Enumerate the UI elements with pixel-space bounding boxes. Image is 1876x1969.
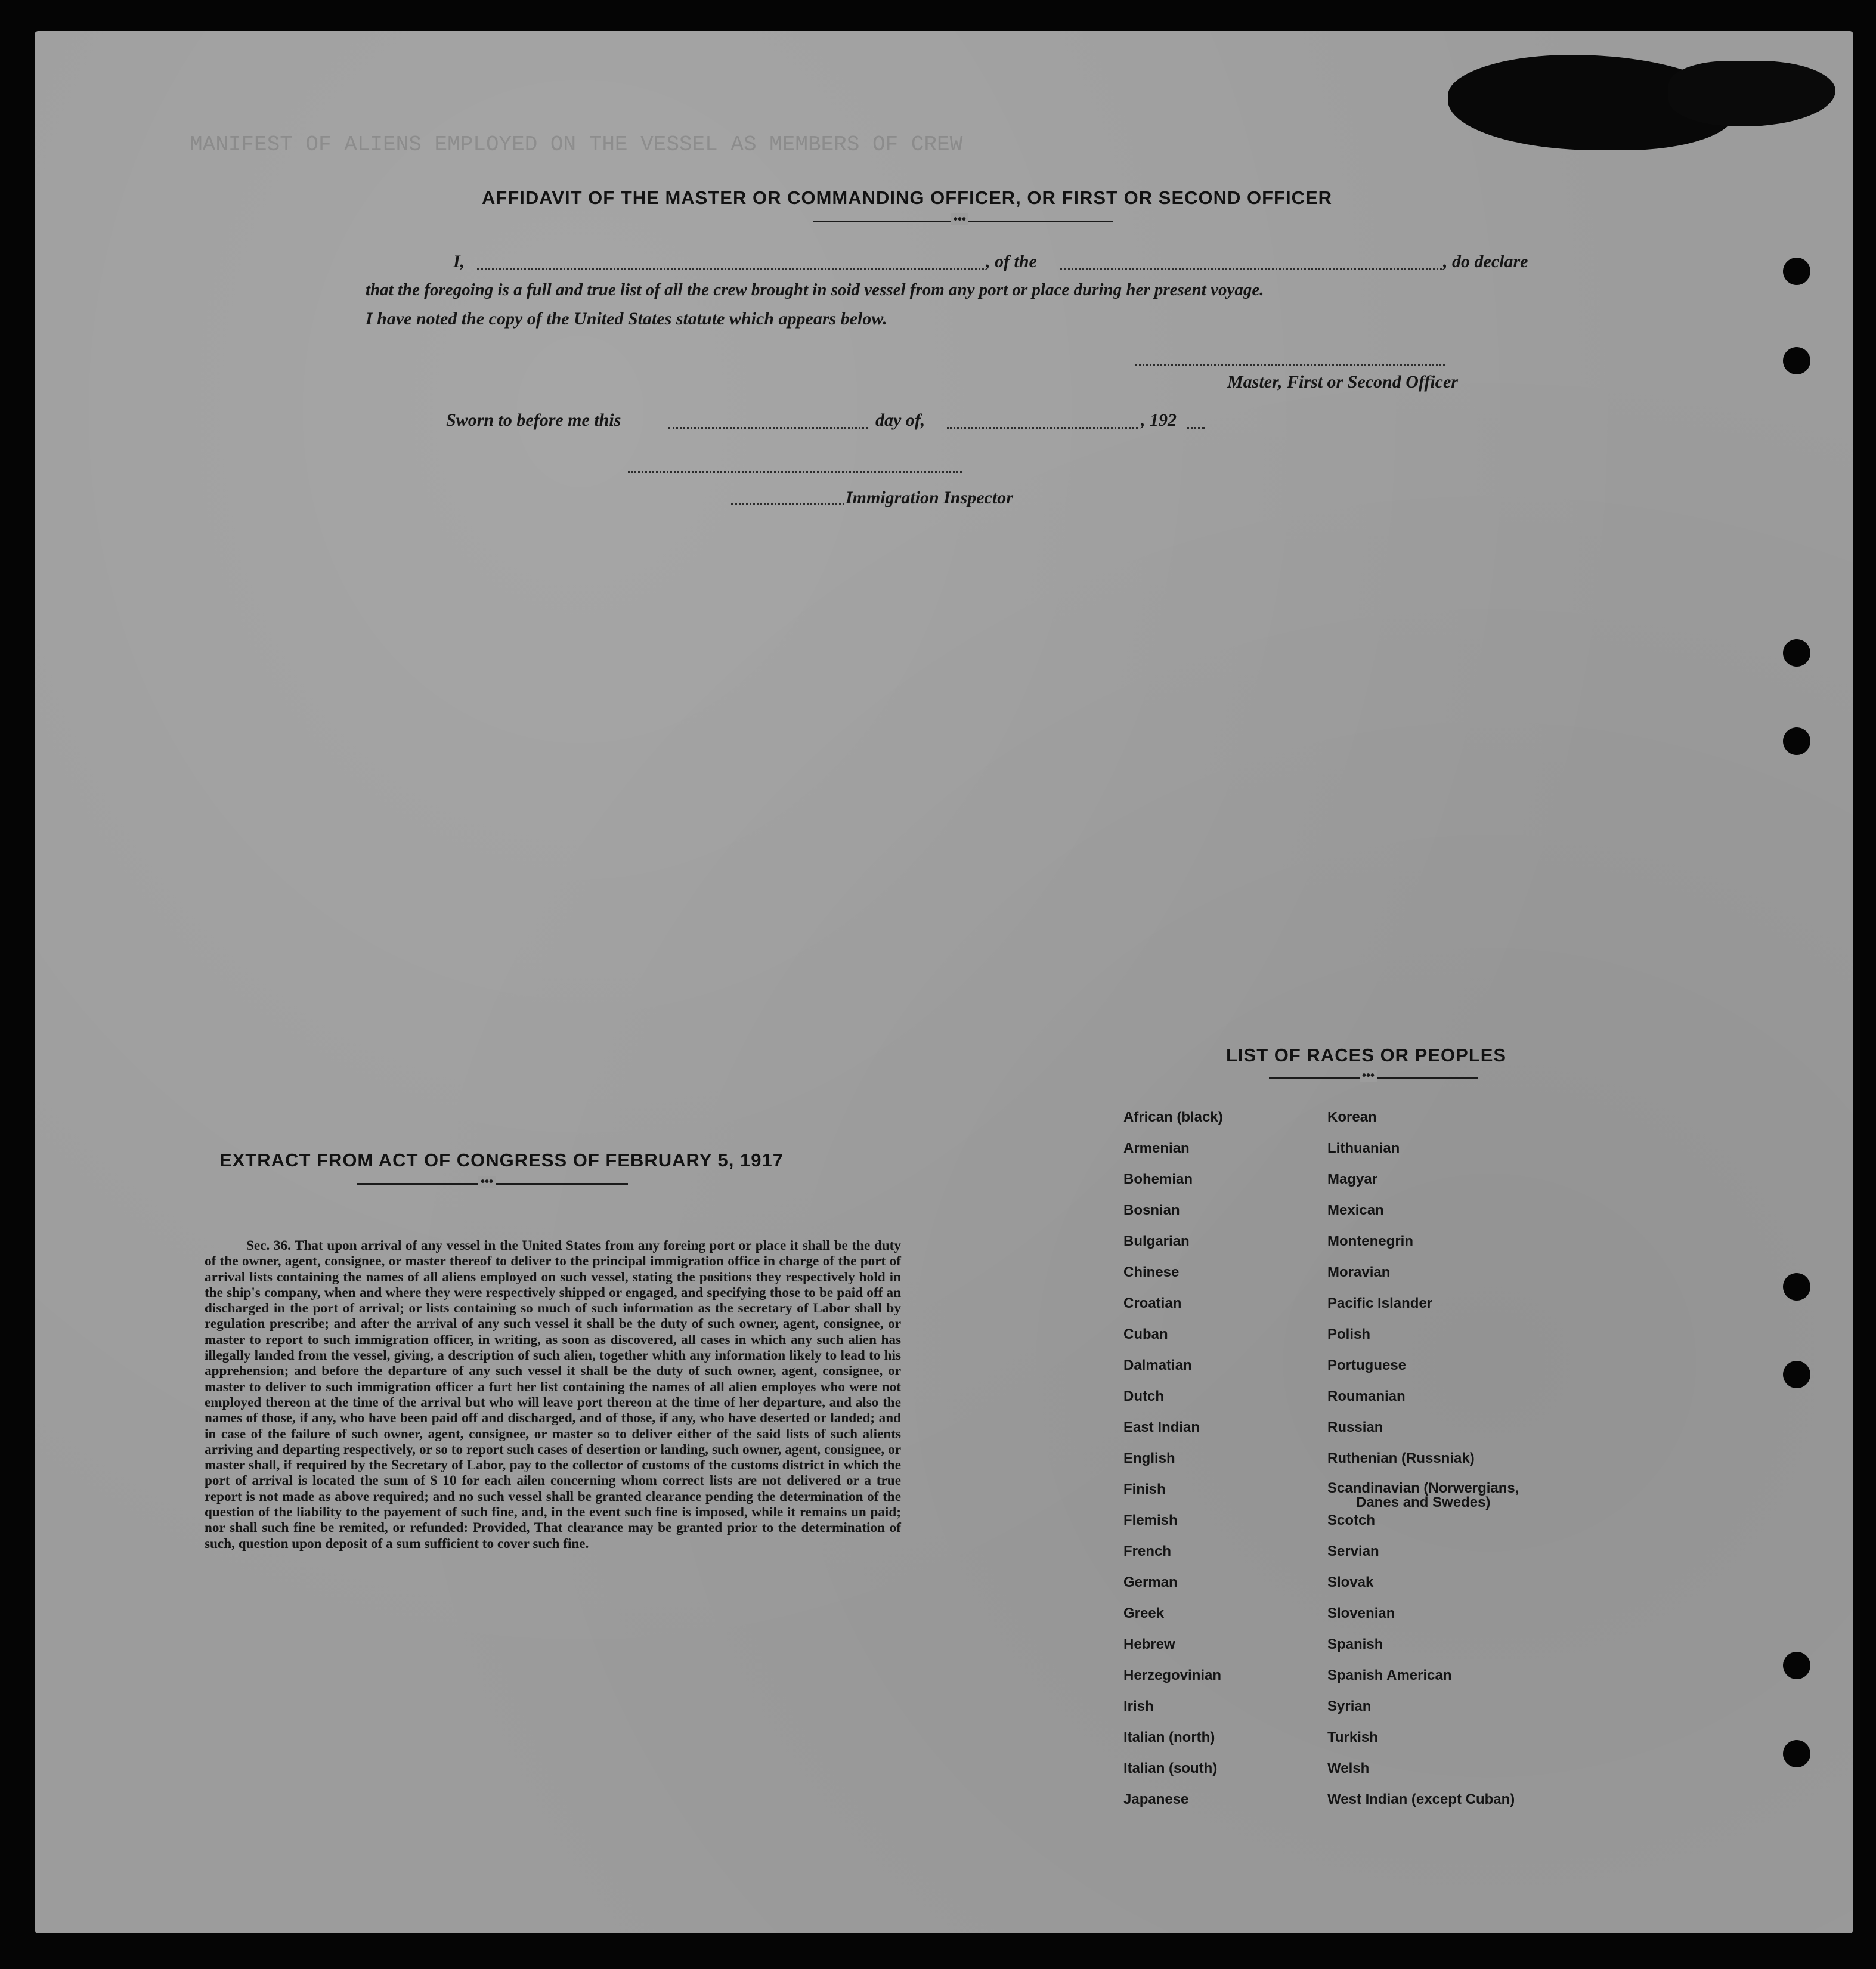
signature-blank (1135, 364, 1445, 366)
race-right: Ruthenian (Russniak) (1327, 1450, 1475, 1466)
race-left: Cuban (1123, 1326, 1168, 1342)
vessel-blank (1060, 268, 1442, 270)
inspector-prefix-blank (731, 503, 844, 505)
race-left: Italian (north) (1123, 1729, 1215, 1745)
sworn-day-of: day of, (875, 410, 925, 430)
race-left: Bosnian (1123, 1202, 1180, 1218)
extract-rule-ornament: ••• (478, 1176, 496, 1188)
race-left: Italian (south) (1123, 1760, 1218, 1776)
race-left: Chinese (1123, 1264, 1180, 1280)
name-blank (477, 268, 984, 270)
race-left: German (1123, 1574, 1178, 1590)
document-page (35, 31, 1853, 1933)
race-left: Finish (1123, 1481, 1166, 1497)
race-right: Lithuanian (1327, 1140, 1400, 1156)
affidavit-of-the: , of the (986, 252, 1037, 271)
races-title: LIST OF RACES OR PEOPLES (1226, 1045, 1507, 1066)
race-right: Scotch (1327, 1512, 1376, 1528)
race-right: Russian (1327, 1419, 1383, 1435)
race-left: East Indian (1123, 1419, 1200, 1435)
extract-body: Sec. 36. That upon arrival of any vessel in the United States from any foreing port or place it shall be the duty of the owner, agent, consignee, or master thereof to deliver to the principal immigration office in charge of the port of arrival lists containing the names of all aliens employed on such vessel, stating the positions they respectively hold in the ship's company, when and where they were respectively shipped or engaged, and specifying those to be paid off an discharged in the port of arrival; or lists containing so much of such information as the secretary of Labor shall by regulation prescribe; and after the arrival of any such vessel it shall be the duty of such owner, agent, consignee, or master to report to such immigration officer, in writing, as soon as discovered, all cases in which any such alien has illegally landed from the vessel, giving, a description of such alien, together whith any information likely to lead to his apprehension; and before the departure of any such vessel it shall be the duty of such owner, agent, consignee, or master to deliver to such immigration officer a furt her list containing the names of all alien employes who were not employed thereon at the time of the arrival but who will leave port thereon at the time of her departure, and also the names of those, if any, who have been paid off and discharged, and of those, if any, who have deserted or landed; and in case of the failure of such owner, agent, consignee, or master so to deliver either of the said lists of such alients arriving and departing respectively, or so to report such cases of desertion or landing, such owner, agent, consignee, or master shall, if required by the Secretary of Labor, pay to the collector of customs of the customs district in which the port of arrival is located the sum of $ 10 for each ailen concerning whom correct lists are not delivered or a true report is not made as above required; and no such vessel shall be granted clearance pending the determination of the question of the liability to the payement of such fine, and, in the event such fine is imposed, while it remains un paid; nor shall such fine be remited, or refunded: Provided, That clearance may be granted prior to the determination of such, question upon deposit of a sum sufficient to cover such fine. (205, 1238, 901, 1552)
signature-label: Master, First or Second Officer (1227, 372, 1458, 392)
race-right: Spanish American (1327, 1667, 1452, 1683)
punch-hole (1783, 1361, 1810, 1388)
race-right: Montenegrin (1327, 1233, 1413, 1249)
affidavit-line2: that the foregoing is a full and true list of all the crew brought in soid vessel from any port or place during her present voyage. (366, 280, 1264, 299)
race-left: Irish (1123, 1698, 1154, 1714)
affidavit-line3: I have noted the copy of the United States statute which appears below. (366, 309, 887, 329)
race-left: Flemish (1123, 1512, 1178, 1528)
race-right: Portuguese (1327, 1357, 1407, 1373)
affidavit-declare: , do declare (1443, 252, 1528, 271)
inspector-label: Immigration Inspector (846, 488, 1013, 507)
race-right: Korean (1327, 1109, 1377, 1125)
ink-blot (1668, 61, 1835, 126)
punch-hole (1783, 727, 1810, 755)
race-right: Pacific Islander (1327, 1295, 1433, 1311)
race-left: Bulgarian (1123, 1233, 1190, 1249)
sworn-month-blank (947, 427, 1138, 429)
race-left: Dutch (1123, 1388, 1164, 1404)
bleed-through: MANIFEST OF ALIENS EMPLOYED ON THE VESSEL AS MEMBERS OF CREW (190, 132, 963, 157)
race-right: Syrian (1327, 1698, 1372, 1714)
race-right: Slovenian (1327, 1605, 1395, 1621)
affidavit-title: AFFIDAVIT OF THE MASTER OR COMMANDING OFFICER, OR FIRST OR SECOND OFFICER (482, 187, 1333, 208)
race-right: Magyar (1327, 1171, 1378, 1187)
race-left: English (1123, 1450, 1175, 1466)
race-left: Hebrew (1123, 1636, 1175, 1652)
punch-hole (1783, 347, 1810, 374)
race-right: Polish (1327, 1326, 1371, 1342)
race-right: Turkish (1327, 1729, 1378, 1745)
race-right: Roumanian (1327, 1388, 1406, 1404)
race-right: Mexican (1327, 1202, 1384, 1218)
sworn-prefix: Sworn to before me this (446, 410, 621, 430)
race-left: Armenian (1123, 1140, 1190, 1156)
sworn-year: , 192 (1141, 410, 1177, 430)
race-right: Welsh (1327, 1760, 1370, 1776)
race-left: Japanese (1123, 1791, 1189, 1807)
inspector-signature-blank (628, 471, 962, 473)
punch-hole (1783, 639, 1810, 667)
sworn-day-blank (668, 427, 868, 429)
race-left: Greek (1123, 1605, 1165, 1621)
race-right: Spanish (1327, 1636, 1383, 1652)
race-left: Bohemian (1123, 1171, 1193, 1187)
race-right: West Indian (except Cuban) (1327, 1791, 1515, 1807)
extract-title: EXTRACT FROM ACT OF CONGRESS OF FEBRUARY 5, 1917 (219, 1150, 784, 1171)
race-left: Dalmatian (1123, 1357, 1192, 1373)
race-right: Scandinavian (Norwergians, Danes and Swedes) (1327, 1480, 1519, 1510)
punch-hole (1783, 258, 1810, 285)
race-right: Servian (1327, 1543, 1379, 1559)
race-right: Slovak (1327, 1574, 1374, 1590)
race-left: French (1123, 1543, 1172, 1559)
races-rule-ornament: ••• (1360, 1070, 1377, 1082)
sworn-year-blank (1187, 427, 1205, 429)
punch-hole (1783, 1740, 1810, 1767)
title-rule-ornament: ••• (951, 213, 968, 225)
race-left: African (black) (1123, 1109, 1223, 1125)
punch-hole (1783, 1652, 1810, 1679)
race-left: Herzegovinian (1123, 1667, 1222, 1683)
punch-hole (1783, 1273, 1810, 1301)
affidavit-i: I, (453, 252, 465, 271)
race-left: Croatian (1123, 1295, 1182, 1311)
race-right: Moravian (1327, 1264, 1391, 1280)
